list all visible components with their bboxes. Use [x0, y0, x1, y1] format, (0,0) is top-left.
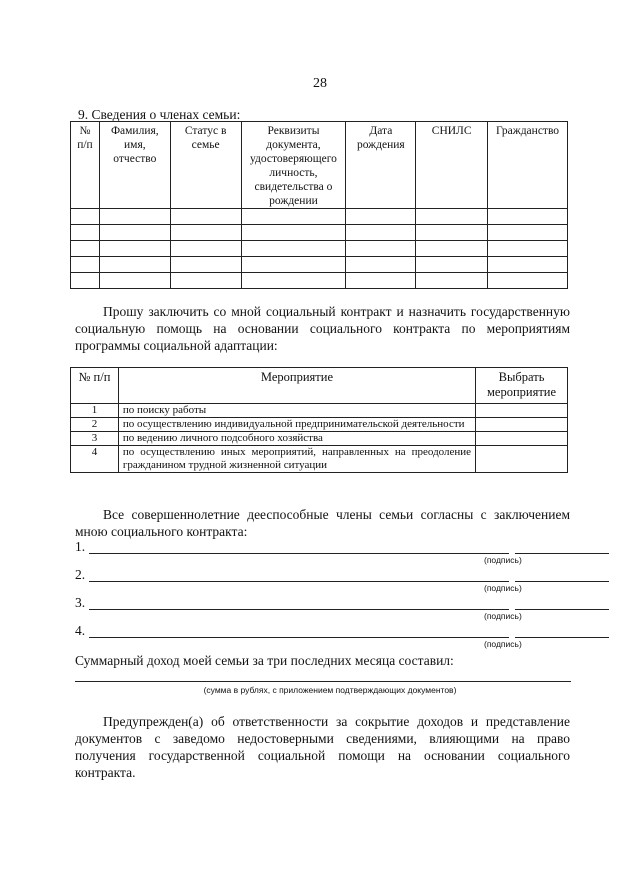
family-table-cell[interactable] [170, 209, 241, 225]
signature-row-2 [75, 567, 570, 583]
family-table-cell[interactable] [71, 273, 100, 289]
program-row [71, 404, 568, 418]
family-table-cell[interactable] [99, 257, 170, 273]
col-header-number: № п/п [71, 122, 100, 209]
col-header-citizenship: Гражданство [488, 122, 568, 209]
signature-row-4 [75, 623, 570, 639]
family-table-cell[interactable] [416, 225, 488, 241]
family-table-cell[interactable] [99, 225, 170, 241]
col-header-snils: СНИЛС [416, 122, 488, 209]
family-member-name-field[interactable] [89, 637, 509, 638]
family-table-row [71, 257, 568, 273]
program-row [71, 446, 568, 473]
program-text: по осуществлению индивидуальной предпринимательской деятельности [118, 418, 475, 432]
signature-field[interactable] [515, 609, 609, 610]
col-header-status: Статус в семье [170, 122, 241, 209]
request-paragraph: Прошу заключить со мной социальный контракт и назначить государственную социальную помощь на основании социального контракта по мероприятиям программы социальной адаптации: [75, 304, 570, 353]
family-table-cell[interactable] [488, 241, 568, 257]
family-table-cell[interactable] [241, 225, 346, 241]
family-table-cell[interactable] [99, 273, 170, 289]
family-table-cell[interactable] [170, 257, 241, 273]
family-table-header-row [71, 122, 568, 209]
program-row [71, 432, 568, 446]
income-statement: Суммарный доход моей семьи за три последних месяца составил: [75, 653, 454, 668]
family-member-name-field[interactable] [89, 609, 509, 610]
signature-caption: (подпись) [484, 555, 522, 565]
signature-number: 2. [75, 567, 86, 582]
program-select-cell[interactable] [476, 418, 568, 432]
col-header-document: Реквизиты документа, удостоверяющего личность, свидетельства о рождении [241, 122, 346, 209]
family-section-title: 9. Сведения о членах семьи: [78, 107, 241, 122]
signature-field[interactable] [515, 553, 609, 554]
family-table-cell[interactable] [71, 257, 100, 273]
signature-number: 3. [75, 595, 86, 610]
family-table-cell[interactable] [241, 257, 346, 273]
col-header-fullname: Фамилия, имя, отчество [99, 122, 170, 209]
income-amount-field[interactable] [75, 681, 571, 682]
family-table-cell[interactable] [71, 225, 100, 241]
family-table-cell[interactable] [346, 273, 416, 289]
family-table-cell[interactable] [488, 273, 568, 289]
family-table-cell[interactable] [488, 225, 568, 241]
family-table-cell[interactable] [241, 273, 346, 289]
signature-field[interactable] [515, 637, 609, 638]
col-header-program-number: № п/п [71, 368, 119, 404]
signature-field[interactable] [515, 581, 609, 582]
program-text: по ведению личного подсобного хозяйства [118, 432, 475, 446]
program-number: 4 [71, 446, 119, 473]
col-header-program: Мероприятие [118, 368, 475, 404]
family-table-cell[interactable] [71, 241, 100, 257]
family-table-cell[interactable] [346, 241, 416, 257]
signature-caption: (подпись) [484, 611, 522, 621]
family-member-name-field[interactable] [89, 581, 509, 582]
program-select-cell[interactable] [476, 432, 568, 446]
programs-table-header-row [71, 368, 568, 404]
family-members-table [70, 121, 568, 289]
income-caption: (сумма в рублях, с приложением подтверждающих документов) [203, 685, 457, 695]
family-table-cell[interactable] [416, 257, 488, 273]
family-table-cell[interactable] [241, 209, 346, 225]
family-table-cell[interactable] [346, 257, 416, 273]
program-row [71, 418, 568, 432]
family-table-cell[interactable] [71, 209, 100, 225]
family-table-cell[interactable] [416, 209, 488, 225]
family-table-cell[interactable] [99, 209, 170, 225]
col-header-birthdate: Дата рождения [346, 122, 416, 209]
consent-paragraph: Все совершеннолетние дееспособные члены семьи согласны с заключением мною социального контракта: [75, 507, 570, 539]
program-number: 3 [71, 432, 119, 446]
family-table-row [71, 225, 568, 241]
program-select-cell[interactable] [476, 404, 568, 418]
page-number: 28 [313, 76, 327, 91]
signature-number: 1. [75, 539, 86, 554]
family-table-row [71, 241, 568, 257]
family-table-cell[interactable] [488, 257, 568, 273]
family-table-cell[interactable] [170, 241, 241, 257]
program-text: по осуществлению иных мероприятий, направленных на преодоление гражданином трудной жизненной ситуации [118, 446, 475, 473]
program-text: по поиску работы [118, 404, 475, 418]
program-number: 1 [71, 404, 119, 418]
col-header-select: Выбрать мероприятие [476, 368, 568, 404]
family-table-cell[interactable] [416, 273, 488, 289]
family-table-cell[interactable] [416, 241, 488, 257]
signature-caption: (подпись) [484, 583, 522, 593]
family-table-row [71, 209, 568, 225]
family-table-cell[interactable] [346, 225, 416, 241]
program-select-cell[interactable] [476, 446, 568, 473]
family-table-cell[interactable] [170, 225, 241, 241]
signature-caption: (подпись) [484, 639, 522, 649]
family-table-cell[interactable] [346, 209, 416, 225]
family-member-name-field[interactable] [89, 553, 509, 554]
warning-paragraph: Предупрежден(а) об ответственности за сокрытие доходов и представление документов с заведомо недостоверными сведениями, влияющими на право получения государственной социальной помощи на основании социального контракта. [75, 714, 570, 780]
programs-table [70, 367, 568, 473]
family-table-cell[interactable] [488, 209, 568, 225]
signature-row-3 [75, 595, 570, 611]
family-table-row [71, 273, 568, 289]
program-number: 2 [71, 418, 119, 432]
signature-number: 4. [75, 623, 86, 638]
signature-row-1 [75, 539, 570, 555]
family-table-cell[interactable] [170, 273, 241, 289]
family-table-cell[interactable] [99, 241, 170, 257]
family-table-cell[interactable] [241, 241, 346, 257]
